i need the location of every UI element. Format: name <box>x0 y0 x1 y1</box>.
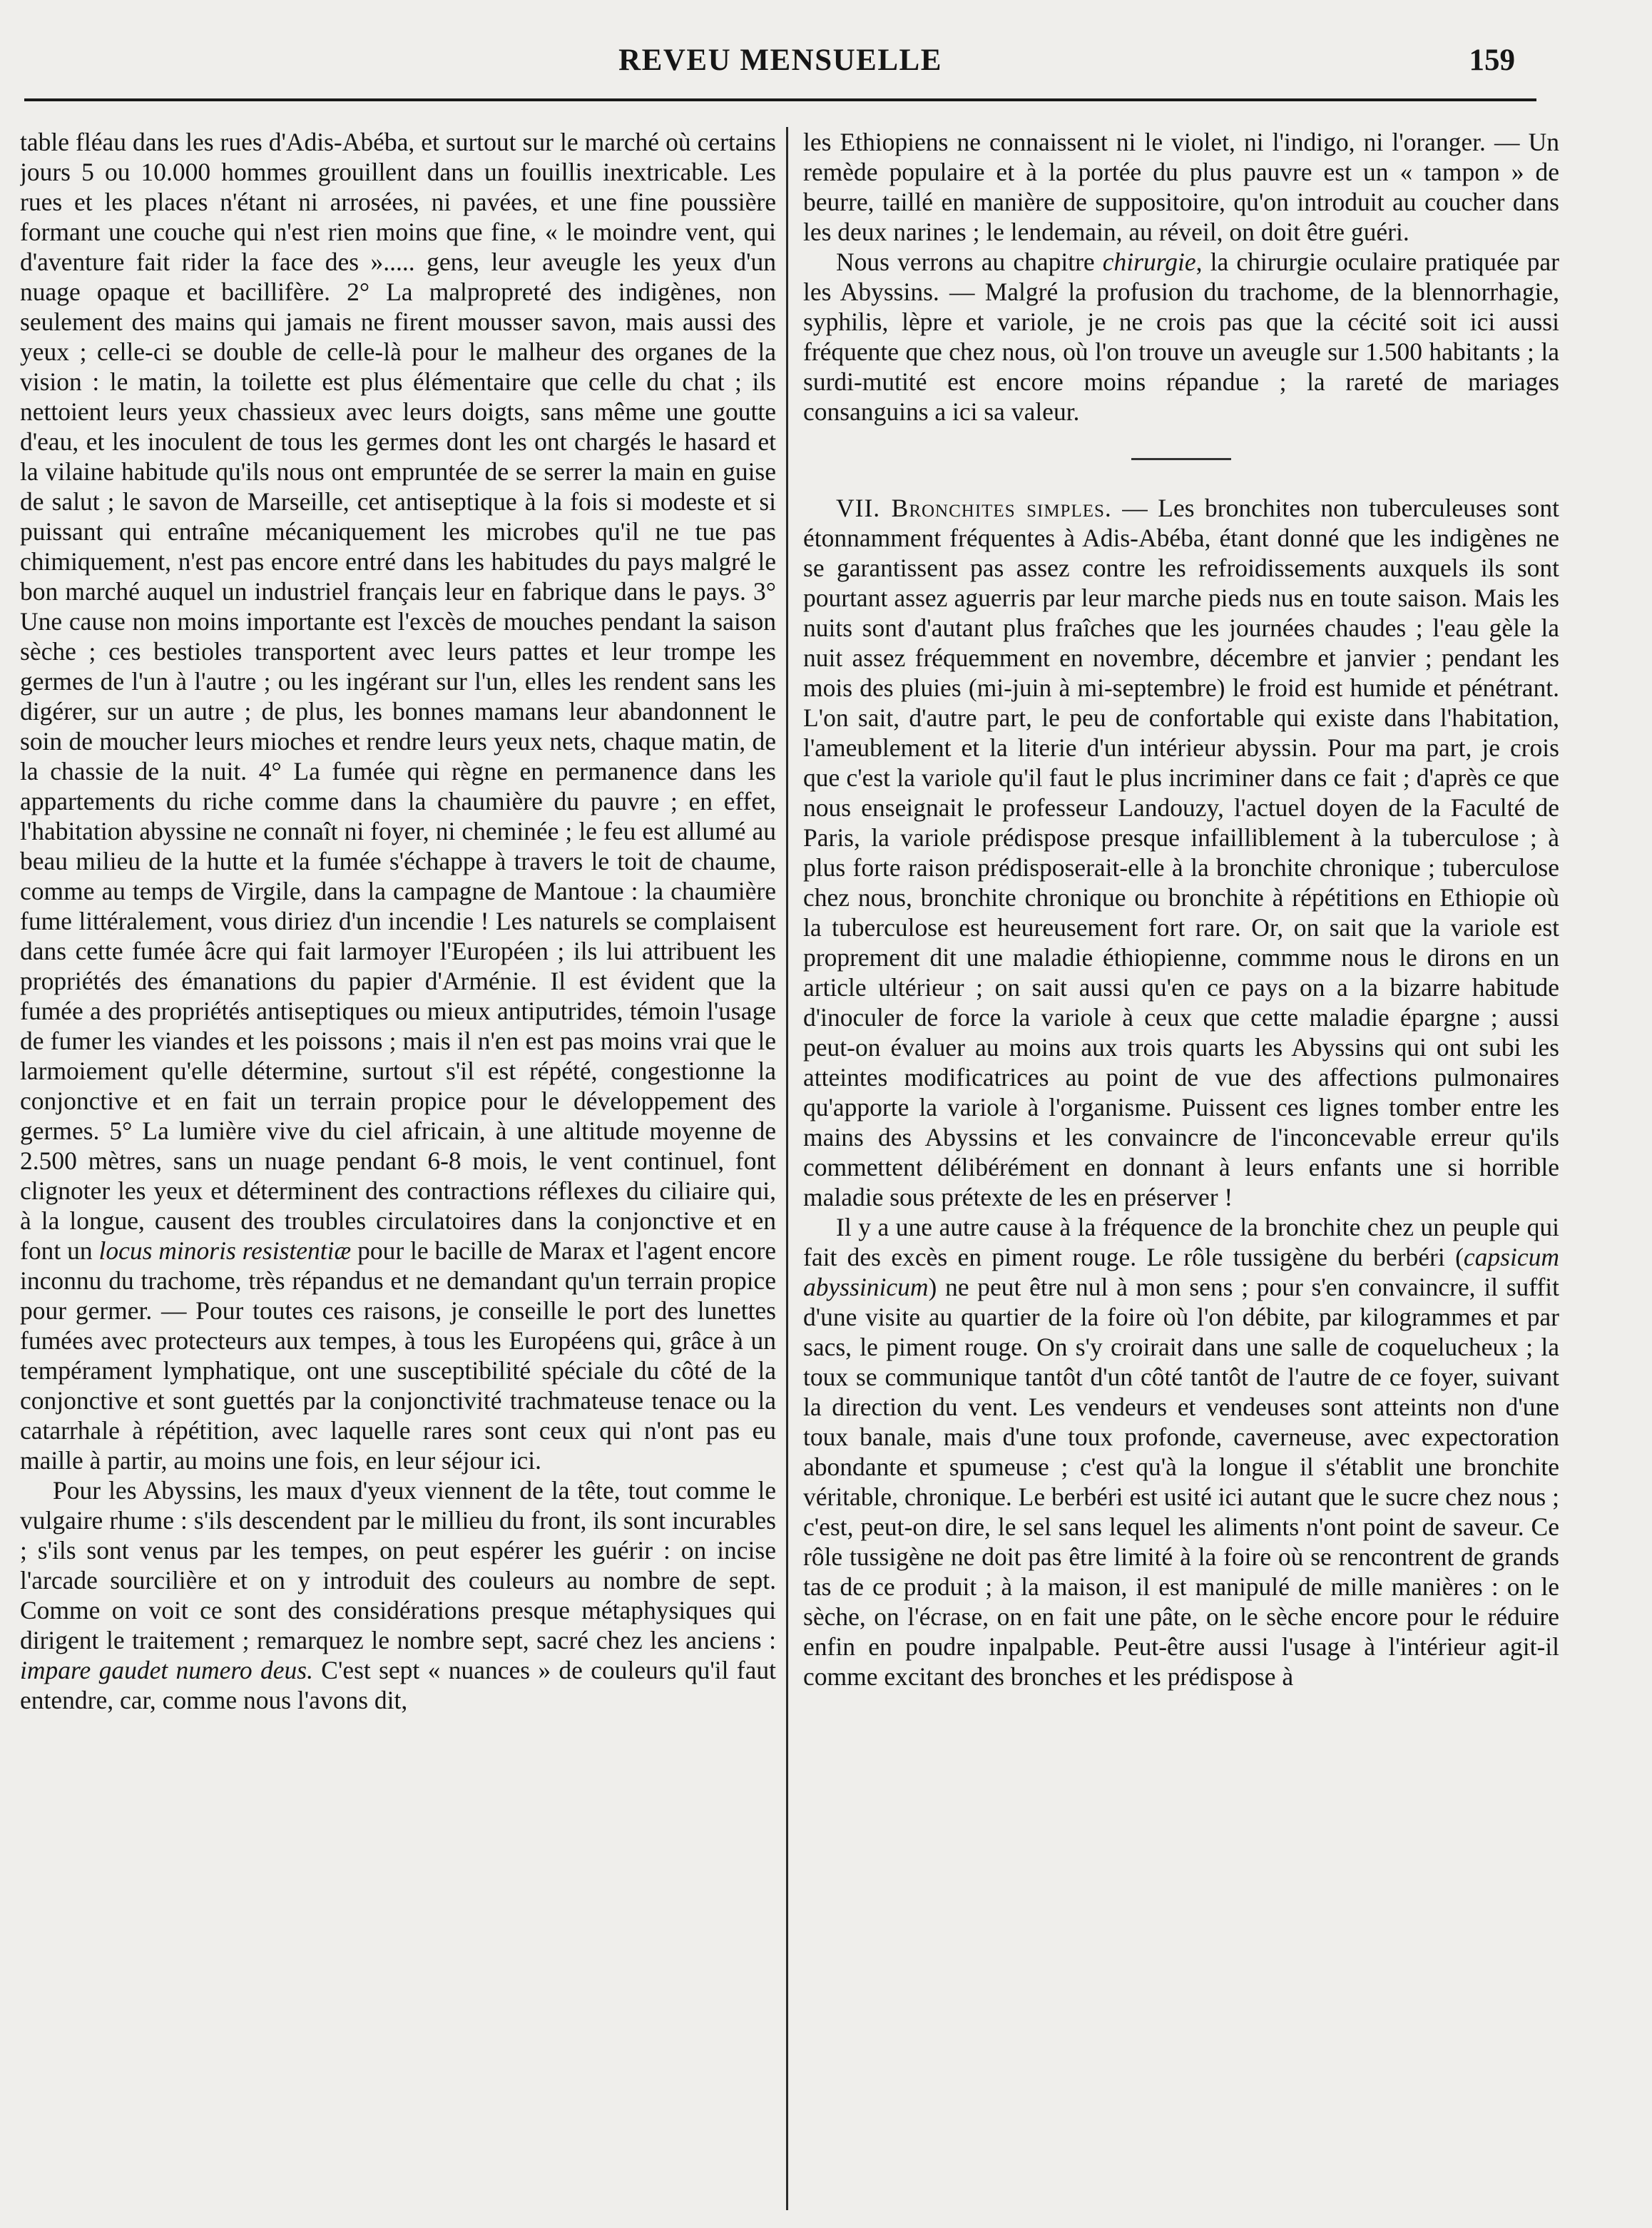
running-title: REVEU MENSUELLE <box>618 44 942 77</box>
right-column <box>803 127 1559 2210</box>
right-paragraph-3 <box>803 493 1559 1212</box>
right-p4-end: ) ne peut être nul à mon sens ; pour s'en convaincre, il suffit d'une visite au quartier de la foire où l'on débite, par kilogrammes et par sacs, le piment rouge. On s'y croirait dans une salle de coquelucheux ; la toux se communique tantôt d'un côté tantôt de l'autre de ce foyer, suivant la direction du vent. Les vendeurs et vendeuses sont atteints non d'une toux banale, mais d'une toux profonde, caverneuse, avec expectoration abondante et spumeuse ; c'est qu'à la longue il s'établit une bronchite véritable, chronique. Le berbéri est usité ici autant que le sucre chez nous ; c'est, peut-on dire, le sel sans lequel les aliments n'ont point de saveur. Ce rôle tussigène ne doit pas être limité à la foire où se rencontrent de grands tas de ce produit ; à la maison, il est manipulé de mille manières : on le sèche, on l'écrase, on en fait une pâte, on le sèche encore pour le réduire enfin en poudre inpalpable. Peut-être aussi l'usage à l'intérieur agit-il comme excitant des bronches et les prédispose à <box>803 1273 1559 1691</box>
right-p4-start: Il y a une autre cause à la fréquence de la bronchite chez un peuple qui fait des excès en piment rouge. Le rôle tussigène du berbéri ( <box>803 1213 1559 1271</box>
section-heading: VII. Bronchites simples. <box>836 494 1112 522</box>
left-p1-end: pour le bacille de Marax et l'agent encore inconnu du trachome, très répandus et ne demandant qu'un terrain propice pour germer. — Pour toutes ces raisons, je conseille le port des lunettes fumées avec protecteurs aux tempes, à tous les Européens qui, grâce à un tempérament lymphatique, ont une susceptibilité spéciale du côté de la conjonctive et sont guettés par la conjonctivité trachmateuse tenace ou la catarrhale à répétition, avec laquelle rares sont ceux qui n'ont pas eu maille à partir, au moins une fois, en leur séjour ici. <box>20 1236 776 1475</box>
right-paragraph-2 <box>803 247 1559 427</box>
right-p4-italic: capsicum abyssinicum <box>803 1243 1559 1301</box>
right-p2-start: Nous verrons au chapitre <box>836 248 1103 276</box>
left-p1-text: table fléau dans les rues d'Adis-Abéba, et surtout sur le marché où certains jours 5 ou 10.000 hommes grouillent dans un fouillis inextricable. Les rues et les places n'étant ni arrosées, ni pavées, et une fine poussière formant une couche qui n'est rien moins que fine, « le moindre vent, qui d'aventure fait rider la face des »..... gens, leur aveugle les yeux d'un nuage opaque et bacillifère. 2° La malpropreté des indigènes, non seulement des mains qui jamais ne firent mousser savon, mais aussi des yeux ; celle-ci se double de celle-là pour le malheur des organes de la vision : le matin, la toilette est plus élémentaire que celle du chat ; ils nettoient leurs yeux chassieux avec leurs doigts, sans même une goutte d'eau, et les inoculent de tous les germes dont les ont chargés le hasard et la vilaine habitude qu'ils nous ont empruntée de se serrer la main en guise de salut ; le savon de Marseille, cet antiseptique à la fois si modeste et si puissant qui entraîne mécaniquement les microbes qu'il ne tue pas chimiquement, n'est pas encore entré dans les habitudes du pays malgré le bon marché auquel un industriel français leur en fabrique dans le pays. 3° Une cause non moins importante est l'excès de mouches pendant la saison sèche ; ces bestioles transportent avec leurs pattes et leur trompe les germes de l'un à l'autre ; ou les ingérant sur l'un, elles les rendent sans les digérer, sur un autre ; de plus, les bonnes mamans leur abandonnent le soin de moucher leurs mioches et rendre leurs yeux nets, chaque matin, de la chassie de la nuit. 4° La fumée qui règne en permanence dans les appartements du riche comme dans la chaumière du pauvre ; en effet, l'habitation abyssine ne connaît ni foyer, ni cheminée ; le feu est allumé au beau milieu de la hutte et la fumée s'échappe à travers le toit de chaume, comme au temps de Virgile, dans la campagne de Mantoue : la chaumière fume littéralement, vous diriez d'un incendie ! Les naturels se complaisent dans cette fumée âcre qui fait larmoyer l'Européen ; ils lui attribuent les propriétés des émanations du papier d'Arménie. Il est évident que la fumée a des propriétés antiseptiques ou mieux antiputrides, témoin l'usage de fumer les viandes et les poissons ; mais il n'en est pas moins vrai que le larmoiement qu'elle détermine, surtout s'il est répété, congestionne la conjonctive et en fait un terrain propice pour le développement des germes. 5° La lumière vive du ciel africain, à une altitude moyenne de 2.500 mètres, sans un nuage pendant 6-8 mois, le vent continuel, font clignoter les yeux et déterminent des contractions réflexes du ciliaire qui, à la longue, causent des troubles circulatoires dans la conjonctive et en font un <box>20 128 776 1265</box>
left-paragraph-1 <box>20 127 776 1475</box>
page-number: 159 <box>1469 44 1515 77</box>
page-header <box>24 43 1536 107</box>
right-p2-end: , la chirurgie oculaire pratiquée par les Abyssins. — Malgré la profusion du trachome, de la blennorrhagie, syphilis, lèpre et variole, je ne crois pas que la cécité soit ici aussi fréquente que chez nous, où l'on trouve un aveugle sur 1.500 habitants ; la surdi-mutité est encore moins répandue ; la rareté de mariages consanguins a ici sa valeur. <box>803 248 1559 426</box>
left-column <box>20 127 776 2210</box>
column-divider <box>786 127 788 2210</box>
right-paragraph-1: les Ethiopiens ne connaissent ni le violet, ni l'indigo, ni l'oranger. — Un remède populaire et à la portée du plus pauvre est un « tampon » de beurre, taillé en manière de suppositoire, qu'on introduit au coucher dans les deux narines ; le lendemain, au réveil, on doit être guéri. <box>803 128 1559 246</box>
left-p2-italic: impare gaudet numero deus. <box>20 1656 313 1684</box>
header-rule <box>24 98 1536 101</box>
left-paragraph-2 <box>20 1475 776 1715</box>
right-p2-italic: chirurgie <box>1102 248 1196 276</box>
left-p2-text: Pour les Abyssins, les maux d'yeux viennent de la tête, tout comme le vulgaire rhume : s'ils descendent par le millieu du front, ils sont incurables ; s'ils sont venus par les tempes, on peut espérer les guérir : on incise l'arcade sourcilière et on y introduit des couleurs au nombre de sept. Comme on voit ce sont des considérations presque métaphysiques qui dirigent le traitement ; remarquez le nombre sept, sacré chez les anciens : <box>20 1476 776 1654</box>
right-paragraph-4 <box>803 1212 1559 1692</box>
right-p3-text: — Les bronchites non tuberculeuses sont étonnamment fréquentes à Adis-Abéba, étant donné que les indigènes ne se garantissent pas assez contre les refroidissements auxquels ils sont pourtant assez aguerris par leur marche pieds nus en toute saison. Mais les nuits sont d'autant plus fraîches que les journées chaudes ; l'eau gèle la nuit assez fréquemment en novembre, décembre et janvier ; pendant les mois des pluies (mi-juin à mi-septembre) le froid est humide et pénétrant. L'on sait, d'autre part, le peu de confortable qui existe dans l'habitation, l'ameublement et la literie d'un intérieur abyssin. Pour ma part, je crois que c'est la variole qu'il faut le plus incriminer dans ce fait ; d'après ce que nous enseignait le professeur Landouzy, l'actuel doyen de la Faculté de Paris, la variole prédispose presque infailliblement à la tuberculose ; à plus forte raison prédisposerait-elle à la bronchite chronique ; tuberculose chez nous, bronchite chronique ou bronchite à répétitions en Ethiopie où la tuberculose est heureusement fort rare. Or, on sait que la variole est proprement dit une maladie éthiopienne, commme nous le dirons en un article ultérieur ; on sait aussi qu'en ce pays on a la bizarre habitude d'inoculer de force la variole à ceux que cette maladie épargne ; aussi peut-on évaluer au moins aux trois quarts les Abyssins qui ont subi les atteintes modificatrices au point de vue des affections pulmonaires qu'apporte la variole à l'organisme. Puissent ces lignes tomber entre les mains des Abyssins et les convaincre de l'inconcevable erreur qu'ils commettent délibérément en donnant à leurs enfants une si horrible maladie sous prétexte de les en préserver ! <box>803 494 1559 1211</box>
section-separator <box>1131 458 1231 460</box>
left-p2-end: C'est sept « nuances » de couleurs qu'il faut entendre, car, comme nous l'avons dit, <box>20 1656 776 1714</box>
left-p1-italic: locus minoris resistentiæ <box>98 1236 352 1265</box>
